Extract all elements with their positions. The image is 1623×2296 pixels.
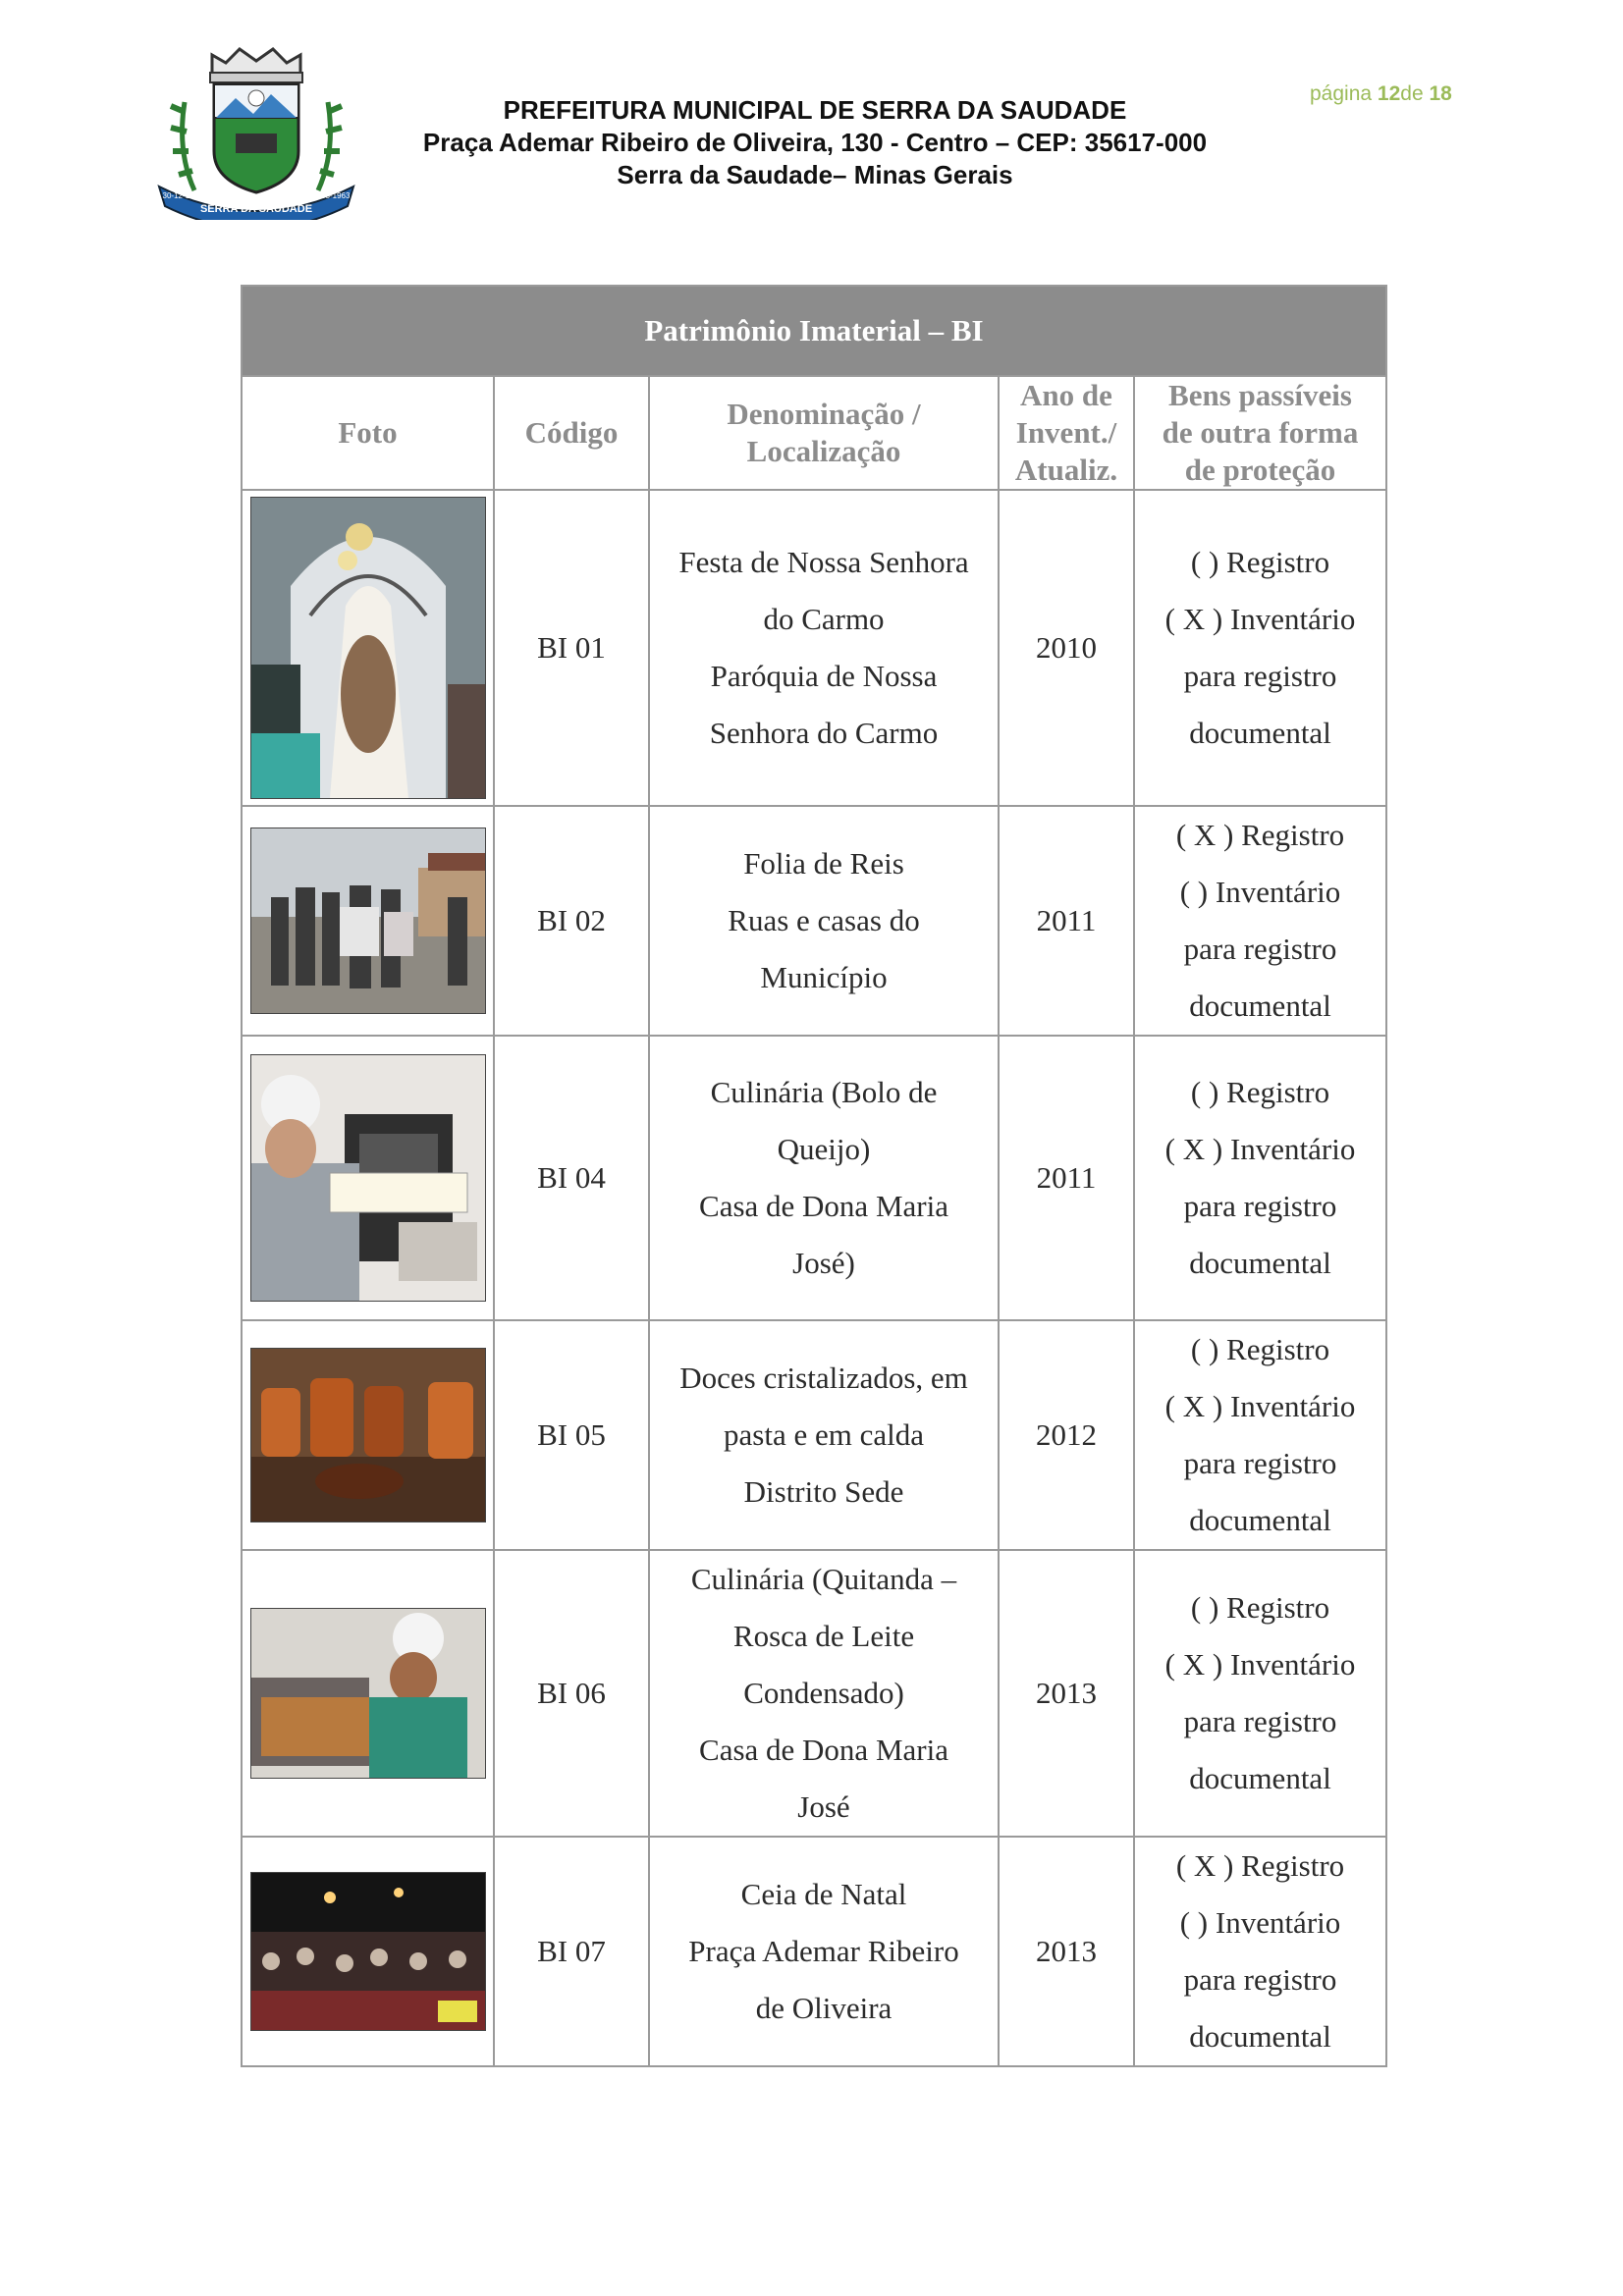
row-protection: ( ) Registro ( X ) Inventário para registro documental <box>1134 1036 1386 1320</box>
row-code: BI 04 <box>494 1036 649 1320</box>
logo-date-right: 01-03-1963 <box>309 191 351 200</box>
col-header-photo: Foto <box>242 376 494 490</box>
municipal-coat-of-arms <box>155 43 357 220</box>
header-city: Serra da Saudade– Minas Gerais <box>617 160 1013 189</box>
photo-folia-de-reis <box>250 828 486 1014</box>
row-protection: ( ) Registro ( X ) Inventário para registro documental <box>1134 490 1386 806</box>
row-photo-cell <box>242 1837 494 2066</box>
row-code: BI 07 <box>494 1837 649 2066</box>
row-name: Folia de Reis Ruas e casas do Município <box>649 806 999 1036</box>
heritage-inventory-table <box>241 285 1387 2067</box>
page-label: página <box>1310 82 1373 105</box>
document-header <box>373 94 1257 191</box>
photo-festa-nossa-senhora <box>250 497 486 799</box>
table-title: Patrimônio Imaterial – BI <box>242 286 1386 376</box>
row-name: Culinária (Quitanda – Rosca de Leite Condensado) Casa de Dona Maria José <box>649 1550 999 1837</box>
table-row <box>242 1550 1386 1837</box>
page-of: de <box>1400 82 1424 105</box>
header-address: Praça Ademar Ribeiro de Oliveira, 130 - Centro – CEP: 35617-000 <box>422 128 1208 157</box>
row-year: 2011 <box>999 806 1134 1036</box>
row-photo-cell <box>242 1550 494 1837</box>
row-code: BI 01 <box>494 490 649 806</box>
page-total: 18 <box>1429 82 1452 105</box>
row-photo-cell <box>242 806 494 1036</box>
row-year: 2013 <box>999 1550 1134 1837</box>
logo-date-left: 30-12-1962 <box>162 191 203 200</box>
row-code: BI 02 <box>494 806 649 1036</box>
table-row <box>242 1320 1386 1550</box>
photo-doces-cristalizados <box>250 1348 486 1522</box>
table-header-row <box>242 376 1386 490</box>
row-year: 2010 <box>999 490 1134 806</box>
page-indicator <box>1310 82 1452 106</box>
col-header-year: Ano de Invent./ Atualiz. <box>999 376 1134 490</box>
photo-ceia-de-natal <box>250 1872 486 2031</box>
row-year: 2011 <box>999 1036 1134 1320</box>
row-name: Festa de Nossa Senhora do Carmo Paróquia de Nossa Senhora do Carmo <box>649 490 999 806</box>
row-code: BI 05 <box>494 1320 649 1550</box>
table-row <box>242 1036 1386 1320</box>
row-photo-cell <box>242 1320 494 1550</box>
row-year: 2012 <box>999 1320 1134 1550</box>
header-title: PREFEITURA MUNICIPAL DE SERRA DA SAUDADE <box>503 95 1127 125</box>
col-header-name: Denominação / Localização <box>649 376 999 490</box>
row-code: BI 06 <box>494 1550 649 1837</box>
photo-bolo-de-queijo <box>250 1054 486 1302</box>
row-photo-cell <box>242 490 494 806</box>
page-current: 12 <box>1377 82 1401 105</box>
table-row <box>242 1837 1386 2066</box>
row-protection: ( X ) Registro ( ) Inventário para registro documental <box>1134 1837 1386 2066</box>
row-protection: ( ) Registro ( X ) Inventário para registro documental <box>1134 1320 1386 1550</box>
logo-banner-text: SERRA DA SAUDADE <box>199 203 313 215</box>
row-protection: ( ) Registro ( X ) Inventário para registro documental <box>1134 1550 1386 1837</box>
col-header-protection: Bens passíveis de outra forma de proteção <box>1134 376 1386 490</box>
photo-rosca-de-leite <box>250 1608 486 1779</box>
row-name: Doces cristalizados, em pasta e em calda Distrito Sede <box>649 1320 999 1550</box>
row-year: 2013 <box>999 1837 1134 2066</box>
col-header-code: Código <box>494 376 649 490</box>
table-row <box>242 490 1386 806</box>
row-name: Culinária (Bolo de Queijo) Casa de Dona Maria José) <box>649 1036 999 1320</box>
row-protection: ( X ) Registro ( ) Inventário para registro documental <box>1134 806 1386 1036</box>
row-photo-cell <box>242 1036 494 1320</box>
table-row <box>242 806 1386 1036</box>
row-name: Ceia de Natal Praça Ademar Ribeiro de Oliveira <box>649 1837 999 2066</box>
